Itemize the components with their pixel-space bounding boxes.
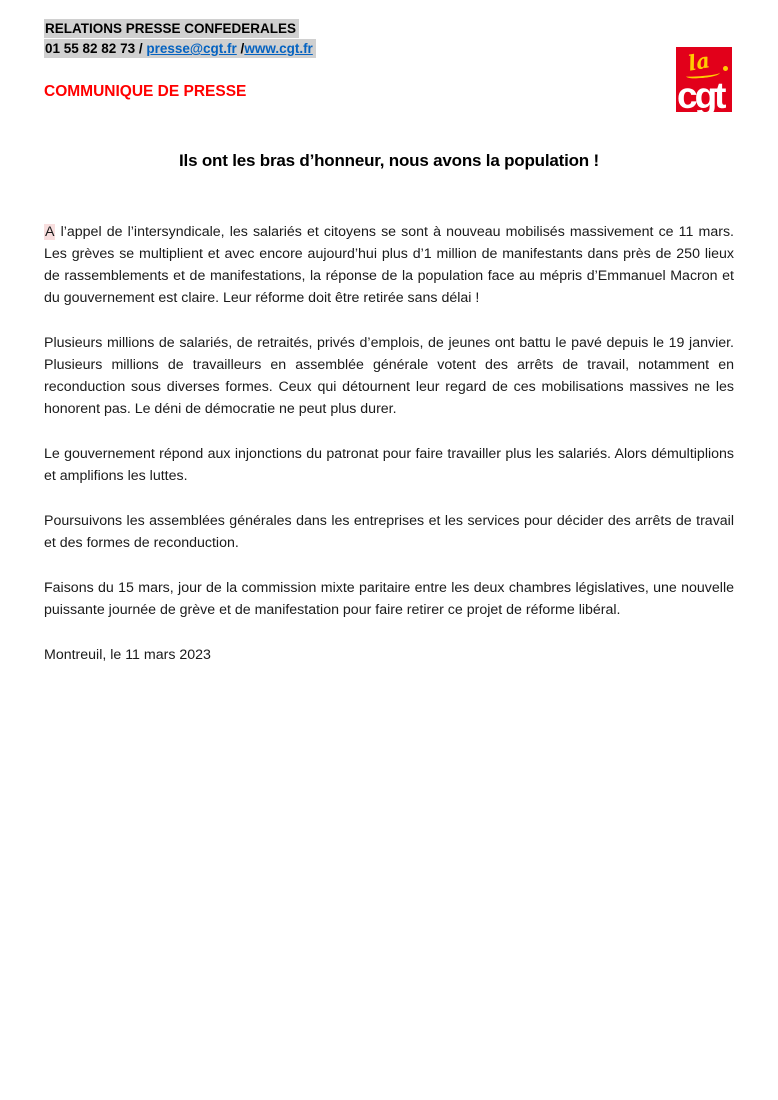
logo-swash-dot xyxy=(723,66,728,71)
cgt-logo-box xyxy=(676,47,732,116)
document-body xyxy=(44,221,734,689)
paragraph-2: Plusieurs millions de salariés, de retraités, privés d’emplois, de jeunes ont battu le pavé depuis le 19 janvier. Plusieurs millions de travailleurs en assemblée générale votent des arrêts de travail, notamment en reconduction sous diverses formes. Ceux qui détournent leur regard de ces mobilisations massives ne les honorent pas. Le déni de démocratie ne peut plus durer. xyxy=(44,335,734,417)
paragraph-3: Le gouvernement répond aux injonctions du patronat pour faire travailler plus les salariés. Alors démultiplions et amplifions les luttes. xyxy=(44,446,734,484)
press-contact-details-text xyxy=(44,39,316,58)
press-contact-title xyxy=(44,19,316,38)
paragraph-1-highlighted-lead: A xyxy=(45,224,55,240)
press-contact-block xyxy=(44,19,316,59)
press-contact-title-text: RELATIONS PRESSE CONFEDERALES xyxy=(44,19,299,38)
paragraph-1-text: l’appel de l’intersyndicale, les salariés et citoyens se sont à nouveau mobilisés massivement ce 11 mars. Les grèves se multiplient et avec encore aujourd’hui plus d’1 million de manifestants dans près de 250 lieux de rassemblements et de manifestations, la réponse de la population face au mépris d’Emmanuel Macron et du gouvernement est claire. Leur réforme doit être retirée sans délai ! xyxy=(44,224,734,306)
document-title: Ils ont les bras d’honneur, nous avons la population ! xyxy=(179,151,599,170)
press-phone: 01 55 82 82 73 / xyxy=(45,41,147,56)
logo-la-script: la xyxy=(685,47,712,76)
press-contact-details xyxy=(44,39,316,58)
dateline: Montreuil, le 11 mars 2023 xyxy=(44,647,211,663)
press-separator: / xyxy=(236,41,245,56)
paragraph-4: Poursuivons les assemblées générales dans les entreprises et les services pour décider des arrêts de travail et des formes de reconduction. xyxy=(44,513,734,551)
paragraph-5: Faisons du 15 mars, jour de la commission mixte paritaire entre les deux chambres législatives, une nouvelle puissante journée de grève et de manifestation pour faire retirer ce projet de réforme libéral. xyxy=(44,580,734,618)
communique-label: COMMUNIQUE DE PRESSE xyxy=(44,83,247,100)
logo-cgt-text: cgt xyxy=(677,74,724,116)
paragraph-1 xyxy=(44,221,734,309)
press-website-link[interactable]: www.cgt.fr xyxy=(244,41,313,56)
press-email-link[interactable]: presse@cgt.fr xyxy=(146,41,237,56)
cgt-logo xyxy=(676,47,732,116)
